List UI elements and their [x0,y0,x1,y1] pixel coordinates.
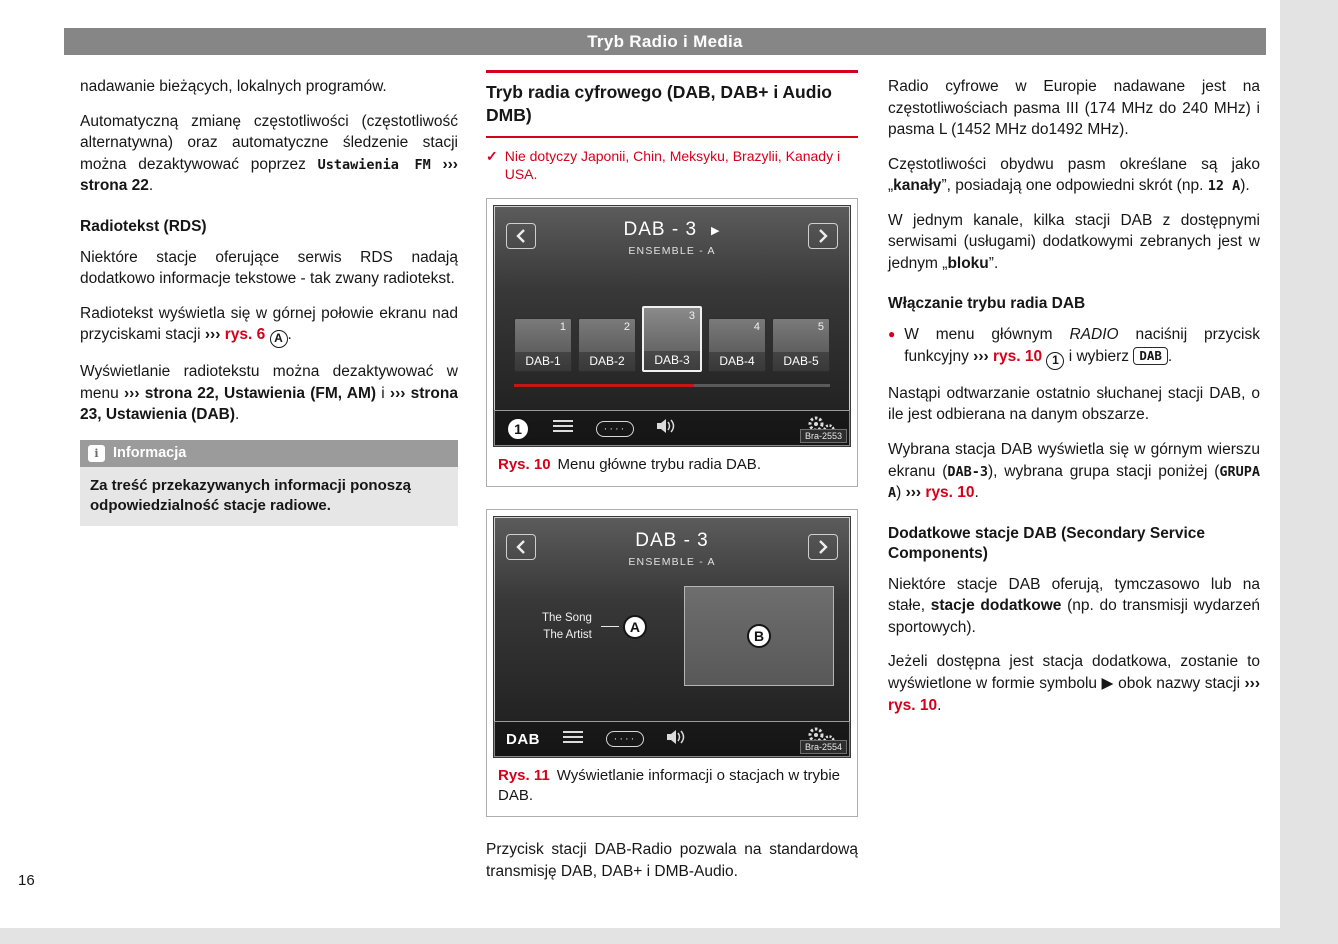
info-box-body: Za treść przekazywanych informacji ponoszą odpowiedzialność stacje radiowe. [80,467,458,527]
station-preset-3-selected [642,306,702,372]
info-icon [88,445,105,462]
right-column [888,76,1260,729]
paragraph-dab-frequencies: Radio cyfrowe w Europie nadawane jest na częstotliwościach pasma III (174 MHz do 240 MHz) i pasma L (1452 MHz do1492 MHz). [888,78,1260,139]
screen-header [494,517,850,568]
preset-label: DAB-5 [773,352,829,371]
preset-label: DAB-2 [579,352,635,371]
sound-settings-icon [656,418,676,439]
info-box-title: Informacja [113,445,187,462]
extra-info-area [684,586,834,686]
info-icon-glyph: i [94,446,99,460]
preset-number: 2 [623,321,630,334]
callout-a: A [623,615,647,639]
screen-title-block [628,530,715,568]
screen-ensemble-name: ENSEMBLE - A [628,245,716,258]
preset-label: DAB-4 [709,352,765,371]
figure-code: Bra-2553 [800,429,847,443]
chevron-right-icon [808,223,838,249]
list-icon [552,418,574,439]
paragraph-alt-frequency: Automatyczną zmianę częstotliwości (częstotliwość alternatywna) oraz automatyczne śledzenie stacji można dezaktywować poprzez Ustawienia FM ››› strona 22. [80,112,458,195]
chevron-right-icon [808,534,838,560]
mode-label-dab: DAB [506,730,540,748]
preset-number: 4 [753,321,760,334]
info-box-header [80,440,458,467]
station-preset-4 [708,318,766,372]
bullet-item-enable-dab [888,324,1260,370]
chevron-left-icon [506,223,536,249]
sound-settings-icon [666,729,686,750]
station-info-body [494,568,850,718]
callout-1: 1 [506,417,530,441]
paragraph-selected-station: Wybrana stacja DAB wyświetla się w górnym wierszu ekranu (DAB-3), wybrana grupa stacji poniżej (GRUPA A) ››› rys. 10. [888,440,1260,502]
figure-rys-10 [486,198,858,486]
country-exclusion-text: Nie dotyczy Japonii, Chin, Meksyku, Brazylii, Kanady i USA. [504,147,841,183]
screen-toolbar [494,721,850,757]
figure-10-caption [494,446,850,485]
station-preset-5 [772,318,830,372]
preset-number: 5 [817,321,824,334]
song-title: The Song [542,611,592,624]
section-title: Tryb radia cyfrowego (DAB, DAB+ i Audio DMB) [486,70,858,138]
screen-station-name [624,219,721,241]
middle-column [486,70,858,895]
station-preset-2 [578,318,636,372]
preset-number: 3 [688,310,695,323]
bullet-text: W menu głównym RADIO naciśnij przycisk funkcyjny ››› rys. 10 1 i wybierz DAB . [904,324,1260,370]
subheading-enable-dab: Włączanie trybu radia DAB [888,295,1086,313]
paragraph-secondary-stations: Niektóre stacje DAB oferują, tymczasowo lub na stałe, stacje dodatkowe (np. do transmisji wydarzeń sportowych). [888,575,1260,636]
page-header [64,28,1266,55]
scroll-track [514,384,830,387]
song-artist: The Artist [543,628,592,641]
screen-ensemble-name: ENSEMBLE - A [628,555,716,568]
figure-rys-11 [486,509,858,818]
paragraph-radiotext-display: Radiotekst wyświetla się w górnej połowie ekranu nad przyciskami stacji ››› rys. 6 A . [80,303,458,349]
presets-icon: ···· [606,731,644,747]
radio-screen-dab-main-menu [494,206,850,446]
page-number: 16 [18,872,35,889]
screen-station-name [628,530,715,552]
station-preset-row [514,306,830,372]
info-box [80,440,458,527]
paragraph-dab-button: Przycisk stacji DAB-Radio pozwala na standardową transmisję DAB, DAB+ i DMB-Audio. [486,841,858,880]
screen-toolbar [494,410,850,446]
screen-header [494,206,850,257]
paragraph-last-station: Nastąpi odtwarzanie ostatnio słuchanej stacji DAB, o ile jest odbierana na danym obszarze. [888,384,1260,424]
figure-code: Bra-2554 [800,740,847,754]
paragraph-secondary-symbol: Jeżeli dostępna jest stacja dodatkowa, zostanie to wyświetlone w formie symbolu ▶ obok nazwy stacji ››› rys. 10. [888,653,1261,714]
preset-number: 1 [559,321,566,334]
callout-b: B [747,624,771,648]
paragraph-local-programs: nadawanie bieżących, lokalnych programów. [80,78,387,95]
subheading-radiotekst-rds: Radiotekst (RDS) [80,217,207,235]
page-edge-bottom [0,928,1338,944]
paragraph-block: W jednym kanale, kilka stacji DAB z dostępnymi serwisami (usługami) dodatkowymi zebranych jest w jednym „bloku”. [888,211,1260,272]
preset-label: DAB-3 [644,351,700,370]
scroll-position-indicator [514,384,694,387]
chevron-left-icon [506,534,536,560]
song-info-text [542,610,592,645]
figure-11-caption-label: Rys. 11 [498,766,550,784]
figure-11-caption-text: Wyświetlanie informacji o stacjach w trybie DAB. [498,766,841,804]
check-icon: ✓ [486,147,498,164]
preset-label: DAB-1 [515,352,571,371]
play-icon: ▶ [711,224,721,237]
screen-title-block [624,219,721,257]
station-preset-1 [514,318,572,372]
page-header-title: Tryb Radio i Media [587,32,743,51]
country-exclusion-note [486,147,858,185]
song-info [542,610,647,645]
figure-10-caption-label: Rys. 10 [498,456,551,474]
figure-10-caption-text: Menu główne trybu radia DAB. [557,456,761,474]
page-edge-right [1280,0,1338,944]
left-column [80,76,458,526]
list-icon [562,729,584,750]
subheading-secondary-services: Dodatkowe stacje DAB (Secondary Service Components) [888,524,1206,562]
paragraph-radiotext-disable: Wyświetlanie radiotekstu można dezaktywować w menu ››› strona 22, Ustawienia (FM, AM) i ››› strona 23, Ustawienia (DAB). [80,363,458,424]
presets-icon: ···· [596,421,634,437]
paragraph-rds-service: Niektóre stacje oferujące serwis RDS nadają dodatkowo informacje tekstowe - tak zwany radiotekst. [80,248,458,288]
paragraph-channels: Częstotliwości obydwu pasm określane są jako „kanały”, posiadają one odpowiedni skrót (np. 12 A). [888,155,1260,195]
bullet-icon: ● [888,327,896,342]
station-name-text: DAB - 3 [623,219,698,241]
callout-line [601,626,619,627]
station-name-text: DAB - 3 [635,529,709,551]
figure-11-caption [494,757,850,817]
radio-screen-dab-station-info [494,517,850,757]
